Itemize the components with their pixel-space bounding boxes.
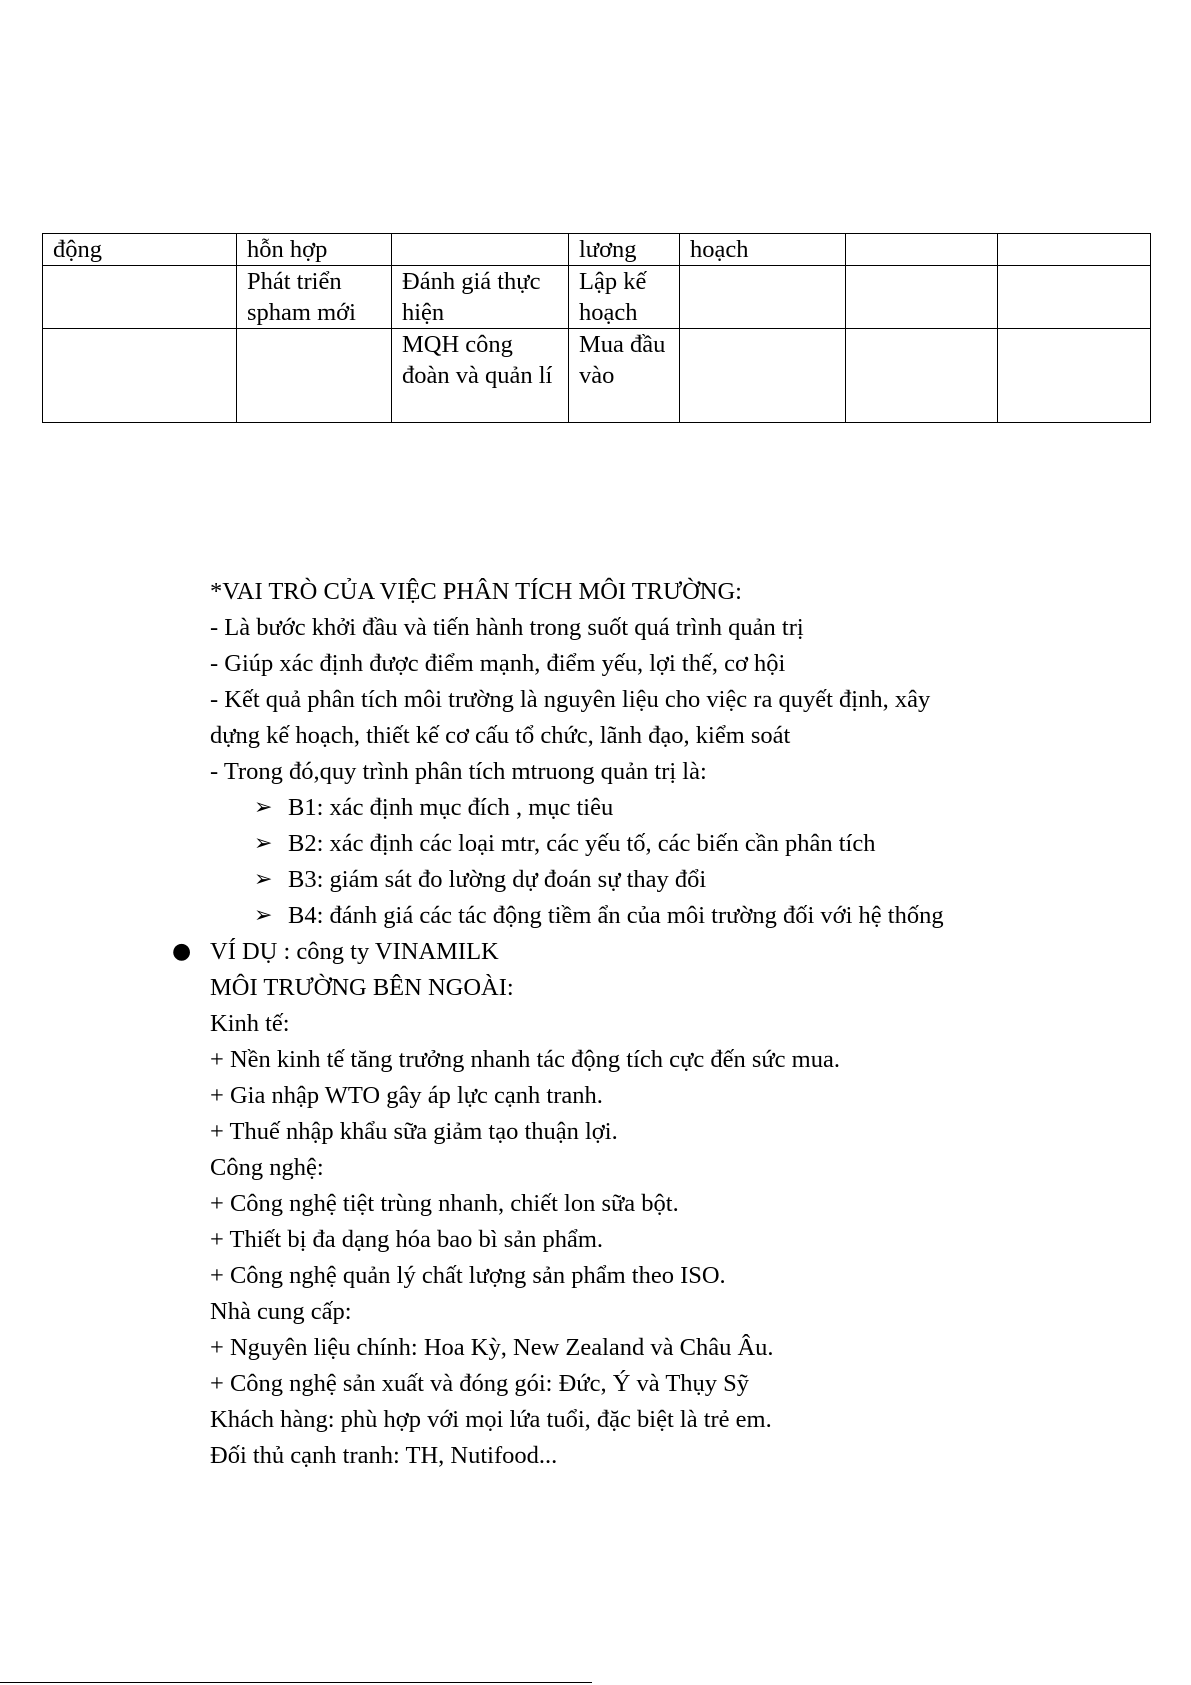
role-line: - Giúp xác định được điểm mạnh, điểm yếu, lợi thế, cơ hội	[210, 650, 786, 677]
management-functions-table	[42, 233, 1151, 423]
round-bullet-icon: ●	[172, 939, 192, 964]
table-cell	[998, 266, 1151, 329]
arrowhead-bullet-icon: ➢	[254, 903, 273, 928]
arrowhead-bullet-icon: ➢	[254, 831, 273, 856]
process-step	[210, 862, 1110, 898]
table-row	[43, 329, 1151, 423]
example-item	[172, 934, 1110, 970]
table-cell	[392, 234, 569, 266]
role-line: - Trong đó,quy trình phân tích mtruong quản trị là:	[210, 758, 707, 785]
step-text: B4: đánh giá các tác động tiềm ẩn của môi trường đối với hệ thống	[288, 902, 944, 929]
process-step	[210, 790, 1110, 826]
table-cell	[43, 266, 237, 329]
table-cell	[846, 266, 998, 329]
table-cell: hỗn hợp	[237, 234, 392, 266]
role-line: dựng kế hoạch, thiết kế cơ cấu tổ chức, lãnh đạo, kiểm soát	[210, 722, 791, 749]
section-heading: *VAI TRÒ CỦA VIỆC PHÂN TÍCH MÔI TRƯỜNG:	[210, 578, 742, 605]
table-cell: Mua đầu vào	[569, 329, 680, 423]
arrowhead-bullet-icon: ➢	[254, 795, 273, 820]
process-step	[210, 826, 1110, 862]
technology-line: + Công nghệ quản lý chất lượng sản phẩm theo ISO.	[210, 1262, 726, 1289]
supplier-line: + Nguyên liệu chính: Hoa Kỳ, New Zealand và Châu Âu.	[210, 1334, 774, 1361]
technology-line: + Công nghệ tiệt trùng nhanh, chiết lon sữa bột.	[210, 1190, 679, 1217]
table-cell	[846, 234, 998, 266]
technology-line: + Thiết bị đa dạng hóa bao bì sản phẩm.	[210, 1226, 604, 1253]
role-line: - Kết quả phân tích môi trường là nguyên liệu cho việc ra quyết định, xây	[210, 686, 931, 713]
table-row	[43, 266, 1151, 329]
supplier-title: Nhà cung cấp:	[210, 1298, 352, 1325]
table-cell	[680, 329, 846, 423]
economy-line: + Thuế nhập khẩu sữa giảm tạo thuận lợi.	[210, 1118, 618, 1145]
table-cell	[43, 329, 237, 423]
customers-line: Khách hàng: phù hợp với mọi lứa tuổi, đặc biệt là trẻ em.	[210, 1406, 772, 1433]
step-text: B2: xác định các loại mtr, các yếu tố, các biến cần phân tích	[288, 830, 876, 857]
supplier-line: + Công nghệ sản xuất và đóng gói: Đức, Ý và Thụy Sỹ	[210, 1370, 750, 1397]
table-cell: Lập kế hoạch	[569, 266, 680, 329]
table-cell: động	[43, 234, 237, 266]
document-body	[172, 574, 1110, 1474]
table-cell: MQH công đoàn và quản lí	[392, 329, 569, 423]
table-cell	[846, 329, 998, 423]
table-cell: Đánh giá thực hiện	[392, 266, 569, 329]
footer-divider	[0, 1682, 592, 1683]
technology-title: Công nghệ:	[210, 1154, 324, 1181]
table-cell: hoạch	[680, 234, 846, 266]
table-cell: lương	[569, 234, 680, 266]
economy-line: + Gia nhập WTO gây áp lực cạnh tranh.	[210, 1082, 603, 1109]
table-cell	[237, 329, 392, 423]
role-line: - Là bước khởi đầu và tiến hành trong suốt quá trình quản trị	[210, 614, 804, 641]
step-text: B1: xác định mục đích , mục tiêu	[288, 794, 614, 821]
process-step	[210, 898, 1110, 934]
table-row	[43, 234, 1151, 266]
competitors-line: Đối thủ cạnh tranh: TH, Nutifood...	[210, 1442, 558, 1469]
example-text: VÍ DỤ : công ty VINAMILK	[210, 938, 499, 965]
table-cell: Phát triển spham mới	[237, 266, 392, 329]
environment-title: MÔI TRƯỜNG BÊN NGOÀI:	[210, 974, 514, 1001]
table-cell	[998, 234, 1151, 266]
economy-line: + Nền kinh tế tăng trưởng nhanh tác động tích cực đến sức mua.	[210, 1046, 840, 1073]
table-cell	[680, 266, 846, 329]
economy-title: Kinh tế:	[210, 1010, 290, 1037]
table-cell	[998, 329, 1151, 423]
arrowhead-bullet-icon: ➢	[254, 867, 273, 892]
step-text: B3: giám sát đo lường dự đoán sự thay đổi	[288, 866, 707, 893]
